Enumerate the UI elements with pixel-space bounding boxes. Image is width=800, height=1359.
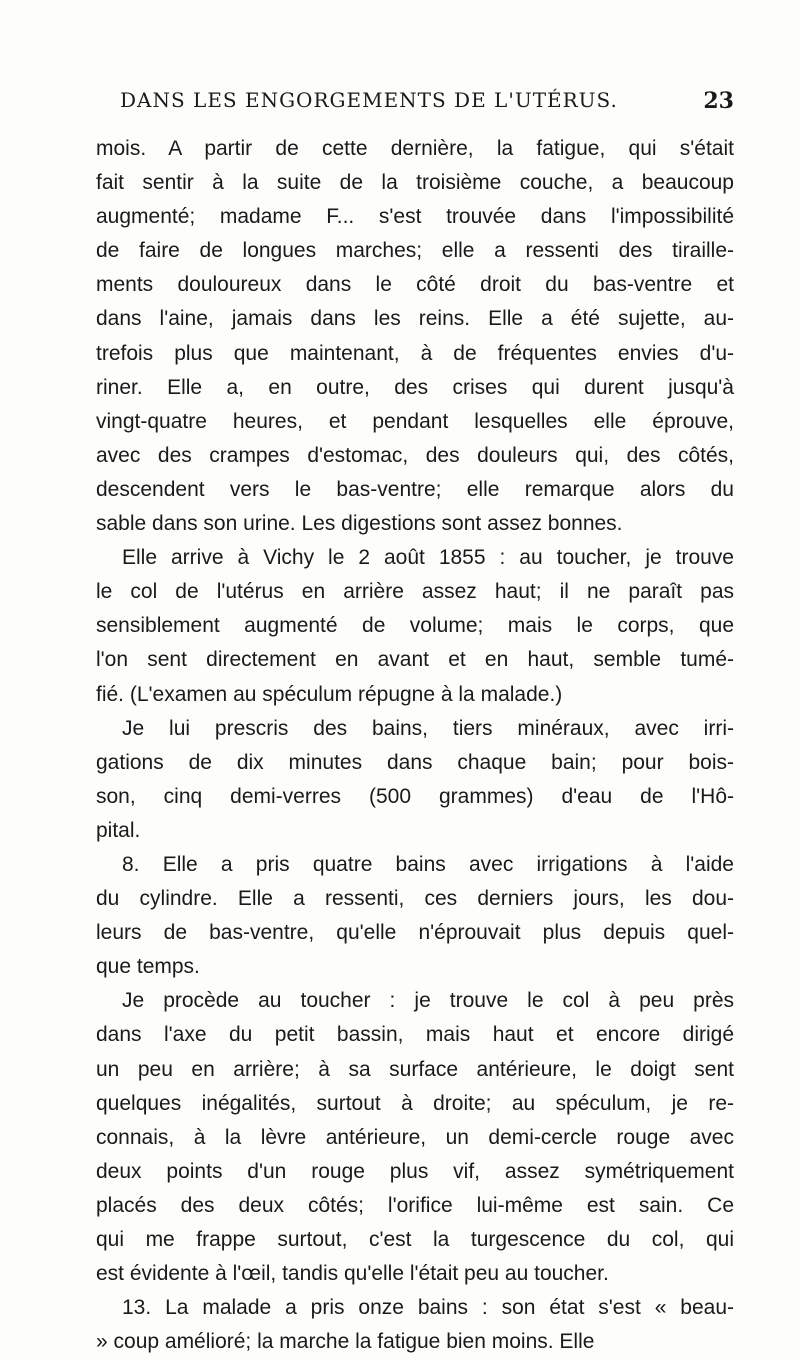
text-line: de faire de longues marches; elle a ressenti des tiraille- — [96, 239, 734, 263]
text-line: 8. Elle a pris quatre bains avec irrigations à l'aide — [122, 852, 734, 876]
text-line: mois. A partir de cette dernière, la fatigue, qui s'était — [96, 137, 734, 160]
text-line: du cylindre. Elle a ressenti, ces derniers jours, les dou- — [96, 887, 734, 911]
text-line: dans l'axe du petit bassin, mais haut et encore dirigé — [96, 1023, 734, 1047]
text-line: Je lui prescris des bains, tiers minéraux, avec irri- — [122, 716, 734, 740]
text-line: augmenté; madame F... s'est trouvée dans l'impossibilité — [96, 205, 734, 229]
text-line: gations de dix minutes dans chaque bain; pour bois- — [96, 750, 734, 774]
text-line: Je procède au toucher : je trouve le col à peu près — [122, 989, 734, 1013]
text-line: avec des crampes d'estomac, des douleurs qui, des côtés, — [96, 443, 734, 467]
text-line: » coup amélioré; la marche la fatigue bien moins. Elle — [96, 1330, 595, 1354]
text-line: vingt-quatre heures, et pendant lesquelles elle éprouve, — [96, 409, 734, 433]
text-line: fait sentir à la suite de la troisième couche, a beaucoup — [96, 171, 734, 195]
text-line: placés des deux côtés; l'orifice lui-même est sain. Ce — [96, 1193, 734, 1217]
text-line: sensiblement augmenté de volume; mais le corps, que — [96, 614, 734, 638]
text-line: 13. La malade a pris onze bains : son état s'est « beau- — [122, 1296, 734, 1320]
text-line: son, cinq demi-verres (500 grammes) d'eau de l'Hô- — [96, 784, 734, 808]
text-line: riner. Elle a, en outre, des crises qui durent jusqu'à — [96, 375, 734, 399]
text-line: pital. — [96, 818, 141, 842]
page-number: 23 — [703, 88, 734, 114]
text-line: deux points d'un rouge plus vif, assez symétriquement — [96, 1159, 734, 1183]
text-line: descendent vers le bas-ventre; elle remarque alors du — [96, 477, 734, 501]
running-head: DANS LES ENGORGEMENTS DE L'UTÉRUS. — [120, 88, 618, 112]
text-line: est évidente à l'œil, tandis qu'elle l'était peu au toucher. — [96, 1262, 609, 1286]
body-text — [96, 132, 734, 1359]
text-line: le col de l'utérus en arrière assez haut; il ne paraît pas — [96, 580, 734, 604]
text-line: fié. (L'examen au spéculum répugne à la malade.) — [96, 682, 563, 706]
text-line: ments douloureux dans le côté droit du bas-ventre et — [96, 273, 734, 297]
page-header — [120, 88, 734, 118]
text-line: quelques inégalités, surtout à droite; au spéculum, je re- — [96, 1091, 734, 1115]
text-line: que temps. — [96, 955, 200, 979]
text-line: l'on sent directement en avant et en haut, semble tumé- — [96, 648, 734, 672]
text-line: dans l'aine, jamais dans les reins. Elle a été sujette, au- — [96, 307, 734, 331]
text-line: leurs de bas-ventre, qu'elle n'éprouvait plus depuis quel- — [96, 921, 734, 945]
text-line: sable dans son urine. Les digestions sont assez bonnes. — [96, 512, 623, 536]
text-line: Elle arrive à Vichy le 2 août 1855 : au toucher, je trouve — [122, 546, 734, 570]
text-line: connais, à la lèvre antérieure, un demi-cercle rouge avec — [96, 1125, 734, 1149]
text-line: un peu en arrière; à sa surface antérieure, le doigt sent — [96, 1057, 734, 1081]
text-line: qui me frappe surtout, c'est la turgescence du col, qui — [96, 1228, 734, 1251]
text-line: trefois plus que maintenant, à de fréquentes envies d'u- — [96, 341, 734, 365]
